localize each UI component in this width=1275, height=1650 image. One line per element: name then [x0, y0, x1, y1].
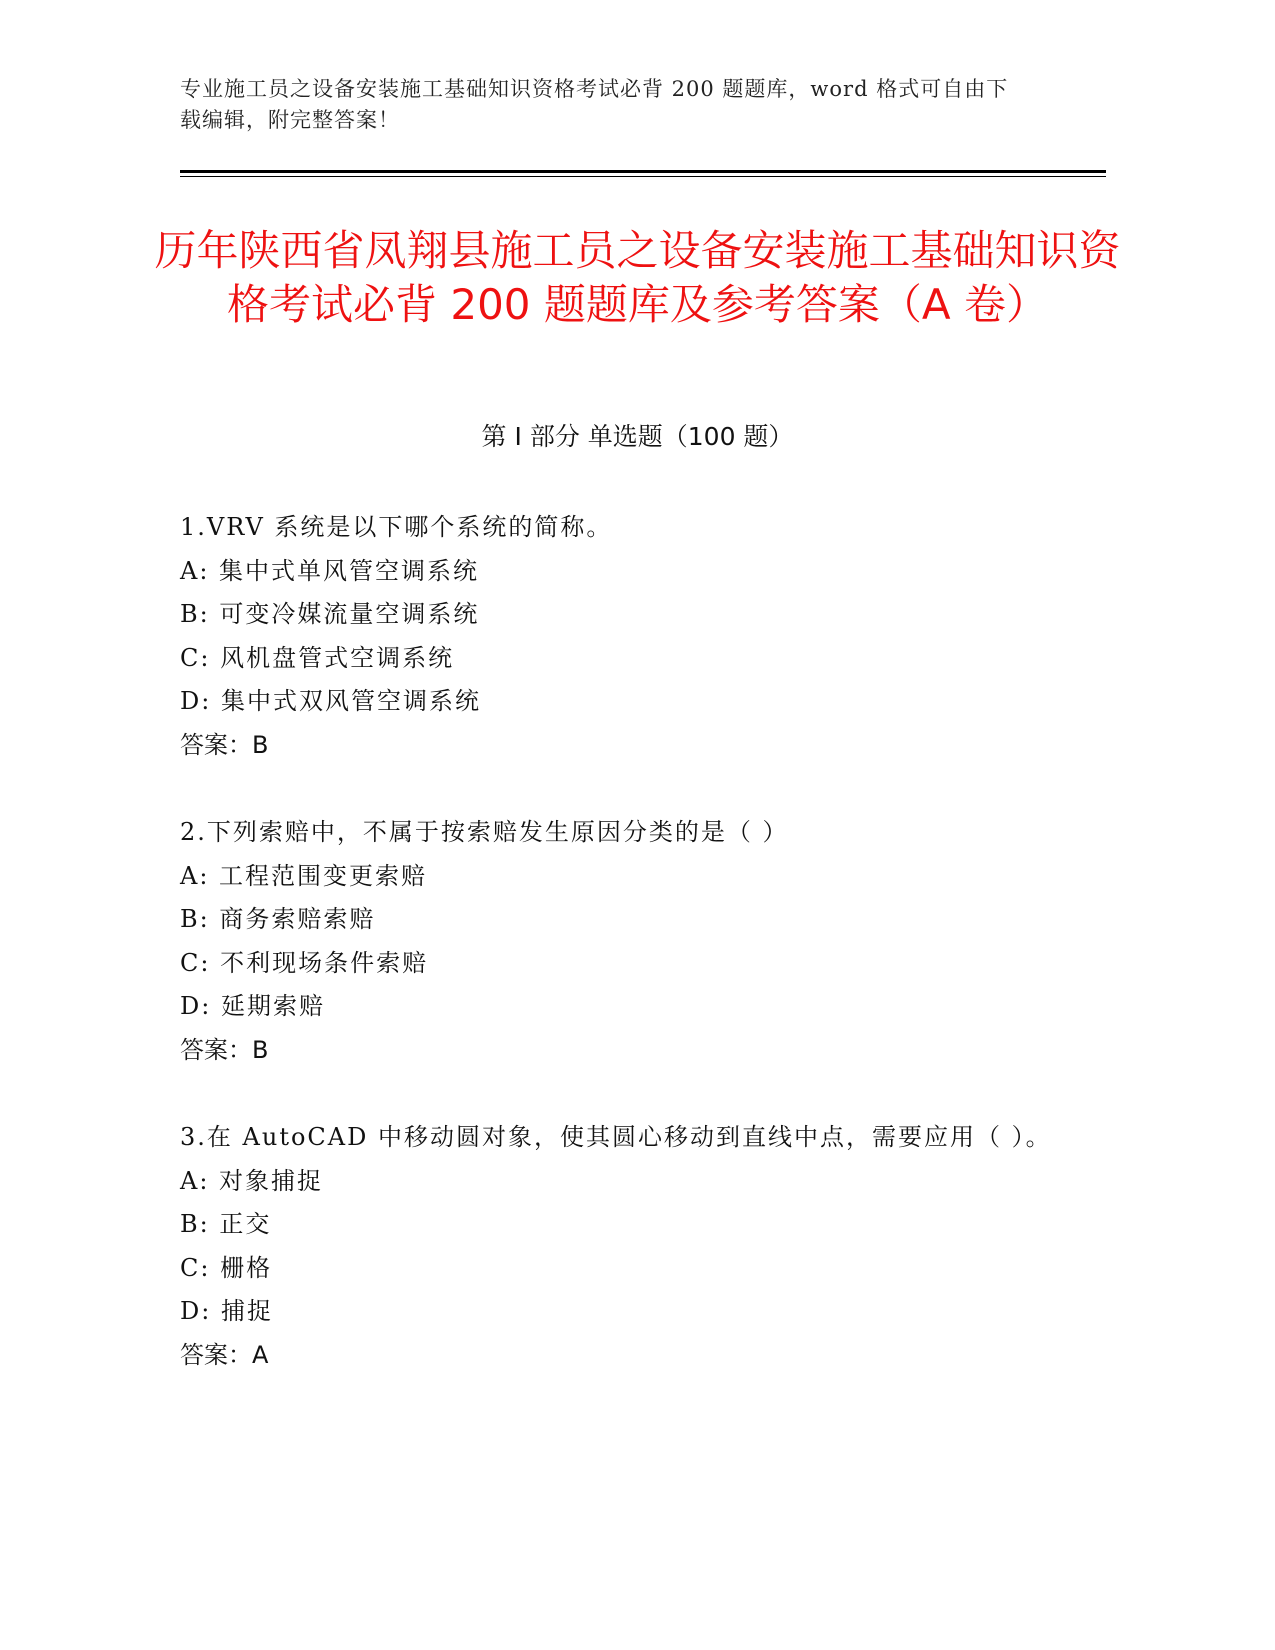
question-2 [180, 811, 1080, 1072]
question-list [180, 506, 1080, 1421]
option-b: B: 商务索赔索赔 [180, 905, 376, 933]
option-d: D: 捕捉 [180, 1297, 273, 1325]
option-a: A: 集中式单风管空调系统 [180, 556, 480, 585]
answer-line: 答案：A [180, 1340, 269, 1369]
option-c: C: 栅格 [180, 1253, 273, 1282]
question-stem: 2.下列索赔中，不属于按索赔发生原因分类的是（ ） [180, 818, 789, 846]
option-d: D: 延期索赔 [180, 992, 325, 1020]
section-heading: 第 I 部分 单选题（100 题） [481, 422, 794, 451]
option-a: A: 工程范围变更索赔 [180, 861, 428, 890]
header-note: 专业施工员之设备安装施工基础知识资格考试必背 200 题题库，word 格式可自由下载编辑，附完整答案！ [180, 77, 1009, 132]
option-c: C: 风机盘管式空调系统 [180, 643, 455, 672]
header-divider-thin [180, 176, 1106, 177]
question-3 [180, 1116, 1080, 1377]
header-divider-thick [180, 170, 1106, 173]
question-stem: 3.在 AutoCAD 中移动圆对象，使其圆心移动到直线中点，需要应用（ ）。 [180, 1123, 1052, 1151]
option-b: B: 正交 [180, 1210, 272, 1238]
answer-line: 答案：B [180, 730, 269, 759]
option-b: B: 可变冷媒流量空调系统 [180, 600, 480, 628]
question-1 [180, 506, 1080, 767]
question-stem: 1.VRV 系统是以下哪个系统的简称。 [180, 513, 613, 541]
option-c: C: 不利现场条件索赔 [180, 948, 429, 977]
answer-line: 答案：B [180, 1035, 269, 1064]
option-d: D: 集中式双风管空调系统 [180, 687, 481, 715]
option-a: A: 对象捕捉 [180, 1166, 324, 1195]
document-title: 历年陕西省凤翔县施工员之设备安装施工基础知识资格考试必背 200 题题库及参考答案（A 卷） [154, 226, 1121, 329]
